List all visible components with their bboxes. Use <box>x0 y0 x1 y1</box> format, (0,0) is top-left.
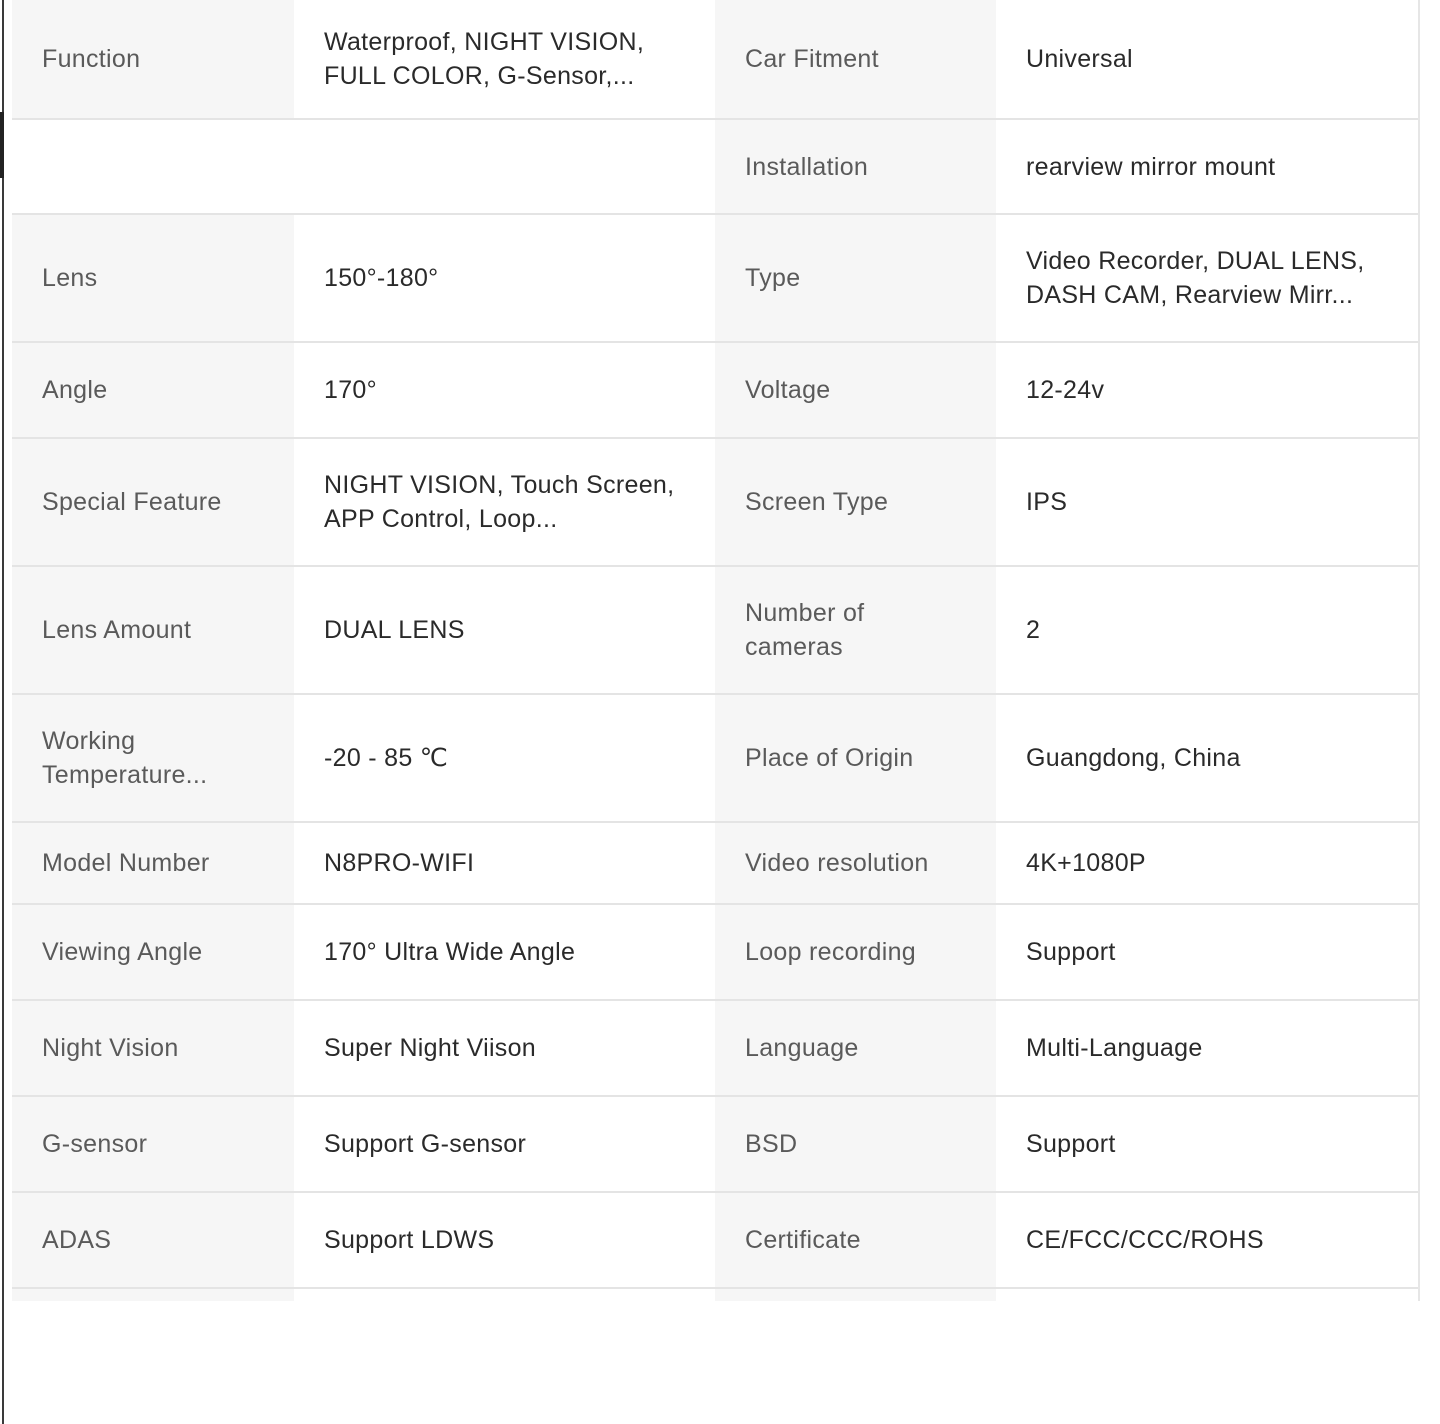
spec-value-adas: Support LDWS <box>294 1193 715 1287</box>
spec-value-installation: rearview mirror mount <box>996 120 1418 213</box>
spec-label-language: Language <box>715 1001 996 1095</box>
spec-value-language: Multi-Language <box>996 1001 1418 1095</box>
spec-value-lens-amount: DUAL LENS <box>294 567 715 693</box>
spec-value-bsd: Support <box>996 1097 1418 1191</box>
table-row <box>12 120 1418 215</box>
spec-label-certificate: Certificate <box>715 1193 996 1287</box>
cutoff-cell <box>996 1289 1418 1301</box>
spec-value-working-temperature: -20 - 85 ℃ <box>294 695 715 821</box>
left-edge-tick <box>0 112 4 178</box>
product-spec-table <box>12 0 1420 1301</box>
table-row <box>12 823 1418 905</box>
spec-value-lens: 150°-180° <box>294 215 715 341</box>
spec-label-type: Type <box>715 215 996 341</box>
spec-label-installation: Installation <box>715 120 996 213</box>
table-row <box>12 0 1418 120</box>
spec-label-screen-type: Screen Type <box>715 439 996 565</box>
spec-label-angle: Angle <box>12 343 294 437</box>
spec-label-lens: Lens <box>12 215 294 341</box>
spec-label-special-feature: Special Feature <box>12 439 294 565</box>
spec-label-blank <box>12 120 294 213</box>
spec-value-g-sensor: Support G-sensor <box>294 1097 715 1191</box>
table-row <box>12 1097 1418 1193</box>
cutoff-cell <box>294 1289 715 1301</box>
left-edge-line <box>2 0 4 1424</box>
table-row <box>12 695 1418 823</box>
spec-value-viewing-angle: 170° Ultra Wide Angle <box>294 905 715 999</box>
table-row <box>12 439 1418 567</box>
spec-label-bsd: BSD <box>715 1097 996 1191</box>
spec-label-function: Function <box>12 0 294 118</box>
table-row <box>12 215 1418 343</box>
spec-value-function: Waterproof, NIGHT VISION, FULL COLOR, G-Sensor,... <box>294 0 715 118</box>
spec-label-viewing-angle: Viewing Angle <box>12 905 294 999</box>
spec-value-screen-type: IPS <box>996 439 1418 565</box>
spec-value-night-vision: Super Night Viison <box>294 1001 715 1095</box>
table-row <box>12 343 1418 439</box>
spec-value-voltage: 12-24v <box>996 343 1418 437</box>
spec-label-working-temperature: Working Temperature... <box>12 695 294 821</box>
spec-label-video-resolution: Video resolution <box>715 823 996 903</box>
cutoff-cell <box>715 1289 996 1301</box>
table-row-cutoff <box>12 1289 1418 1301</box>
spec-value-loop-recording: Support <box>996 905 1418 999</box>
spec-label-voltage: Voltage <box>715 343 996 437</box>
table-row <box>12 567 1418 695</box>
spec-label-adas: ADAS <box>12 1193 294 1287</box>
spec-value-type: Video Recorder, DUAL LENS, DASH CAM, Rearview Mirr... <box>996 215 1418 341</box>
table-row <box>12 1193 1418 1289</box>
spec-label-model-number: Model Number <box>12 823 294 903</box>
spec-label-g-sensor: G-sensor <box>12 1097 294 1191</box>
spec-value-angle: 170° <box>294 343 715 437</box>
spec-label-loop-recording: Loop recording <box>715 905 996 999</box>
spec-value-place-of-origin: Guangdong, China <box>996 695 1418 821</box>
spec-value-special-feature: NIGHT VISION, Touch Screen, APP Control, Loop... <box>294 439 715 565</box>
spec-label-place-of-origin: Place of Origin <box>715 695 996 821</box>
table-row <box>12 905 1418 1001</box>
spec-value-video-resolution: 4K+1080P <box>996 823 1418 903</box>
table-row <box>12 1001 1418 1097</box>
spec-value-car-fitment: Universal <box>996 0 1418 118</box>
spec-value-certificate: CE/FCC/CCC/ROHS <box>996 1193 1418 1287</box>
spec-value-number-of-cameras: 2 <box>996 567 1418 693</box>
spec-label-lens-amount: Lens Amount <box>12 567 294 693</box>
spec-label-car-fitment: Car Fitment <box>715 0 996 118</box>
spec-label-number-of-cameras: Number of cameras <box>715 567 996 693</box>
spec-label-night-vision: Night Vision <box>12 1001 294 1095</box>
cutoff-cell <box>12 1289 294 1301</box>
spec-value-blank <box>294 120 715 213</box>
spec-value-model-number: N8PRO-WIFI <box>294 823 715 903</box>
